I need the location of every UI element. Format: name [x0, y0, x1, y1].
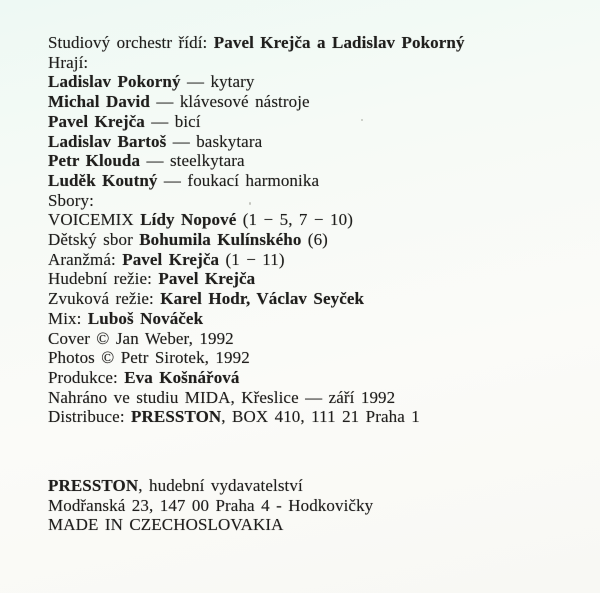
credits-line: [48, 289, 465, 309]
regular-text: Dětský sbor: [48, 230, 140, 250]
regular-text: Distribuce:: [48, 407, 132, 427]
credits-line: [48, 92, 465, 112]
credits-line: [48, 191, 465, 211]
credits-line: [48, 329, 465, 349]
bold-text: Karel Hodr, Václav Seyček: [160, 289, 365, 309]
regular-text: — baskytara: [166, 131, 263, 151]
bold-text: Michal David: [48, 92, 150, 112]
credits-line: [48, 388, 465, 408]
credits-line: [48, 151, 465, 171]
bold-text: PRESSTON: [48, 476, 139, 495]
credits-line: [48, 72, 465, 92]
credits-line: [48, 53, 465, 73]
credits-line: [48, 309, 465, 329]
regular-text: Studiový orchestr řídí:: [48, 33, 214, 52]
bold-text: Eva Košnářová: [124, 367, 240, 387]
regular-text: Produkce:: [48, 367, 125, 387]
regular-text: Photos © Petr Sirotek, 1992: [48, 348, 250, 368]
bold-text: Pavel Krejča a Ladislav Pokorný: [213, 33, 465, 52]
regular-text: Hrají:: [48, 52, 89, 72]
regular-text: Mix:: [48, 308, 88, 328]
bold-text: Ladislav Bartoš: [48, 131, 167, 151]
regular-text: Sbory:: [48, 190, 94, 210]
regular-text: — steelkytara: [140, 151, 245, 171]
credits-line: [48, 348, 465, 368]
bold-text: Ladislav Pokorný: [48, 72, 181, 92]
publisher-line: [48, 496, 373, 516]
regular-text: — kytary: [180, 72, 255, 92]
regular-text: (6): [301, 230, 328, 250]
regular-text: Aranžmá:: [48, 249, 123, 269]
publisher-line: [48, 515, 373, 535]
credits-line: [48, 250, 465, 270]
bold-text: Luboš Nováček: [87, 308, 204, 328]
scan-speck: [249, 202, 251, 205]
credits-line: [48, 407, 465, 427]
regular-text: (1 − 5, 7 − 10): [236, 210, 353, 230]
credits-line: [48, 368, 465, 388]
bold-text: Lídy Nopové: [140, 210, 237, 230]
regular-text: Nahráno ve studiu MIDA, Křeslice — září 1992: [48, 387, 396, 407]
bold-text: Pavel Krejča: [122, 249, 220, 269]
regular-text: (1 − 11): [219, 249, 285, 269]
regular-text: Cover © Jan Weber, 1992: [48, 328, 234, 348]
regular-text: — bicí: [144, 111, 201, 131]
credits-line: [48, 33, 465, 53]
credits-line: [48, 112, 465, 132]
regular-text: VOICEMIX: [48, 210, 141, 230]
regular-text: MADE IN CZECHOSLOVAKIA: [48, 515, 284, 535]
credits-line: [48, 269, 465, 289]
bold-text: Pavel Krejča: [48, 111, 145, 131]
credits-line: [48, 210, 465, 230]
publisher-block: [48, 476, 373, 535]
regular-text: — klávesové nástroje: [149, 92, 310, 112]
credits-line: [48, 171, 465, 191]
bold-text: Luděk Koutný: [48, 170, 158, 190]
regular-text: , hudební vydavatelství: [138, 476, 303, 495]
regular-text: Hudební režie:: [48, 269, 159, 289]
regular-text: Modřanská 23, 147 00 Praha 4 - Hodkovičky: [48, 495, 374, 515]
bold-text: Petr Klouda: [48, 151, 141, 171]
publisher-line: [48, 476, 373, 496]
bold-text: Pavel Krejča: [158, 269, 256, 289]
credits-block: [48, 33, 465, 427]
regular-text: Zvuková režie:: [48, 289, 161, 309]
scan-speck: [361, 119, 363, 121]
bold-text: PRESSTON: [131, 407, 222, 427]
credits-line: [48, 132, 465, 152]
regular-text: — foukací harmonika: [157, 170, 320, 190]
regular-text: , BOX 410, 111 21 Praha 1: [221, 407, 420, 427]
credits-line: [48, 230, 465, 250]
bold-text: Bohumila Kulínského: [139, 230, 302, 250]
